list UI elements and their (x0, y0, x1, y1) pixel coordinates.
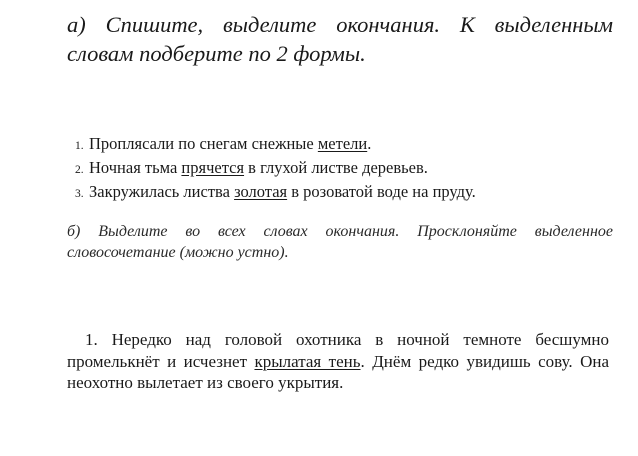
underlined-word: прячется (181, 158, 245, 177)
task-b-heading: б) Выделите во всех словах окончания. Просклоняйте выделенное словосочетание (можно устно). (67, 223, 613, 261)
task-a-heading: а) Спишите, выделите окончания. К выделенным словам подберите по 2 формы. (67, 12, 613, 66)
list-item (75, 133, 615, 157)
underlined-word: метели (317, 134, 368, 153)
sentence-text: Ночная тьма (89, 158, 182, 177)
item-number: 2. (75, 164, 84, 176)
sentence-text: Закружилась листва (89, 182, 235, 201)
item-number: 1. (75, 140, 84, 152)
paragraph-b (67, 329, 609, 394)
list-item (75, 157, 615, 181)
sentence-list-a (75, 133, 615, 205)
sentence-text: в глухой листве деревьев. (244, 158, 428, 177)
paragraph-text: Нередко над головой охотника в ночной темноте бесшумно промелькнёт и исчезнет (67, 330, 609, 371)
paragraph-number: 1. (85, 330, 98, 349)
sentence-text: Проплясали по снегам снежные (89, 134, 318, 153)
sentence-text: в розоватой воде на пруду. (287, 182, 476, 201)
list-item (75, 181, 615, 205)
underlined-phrase: крылатая тень (254, 351, 361, 371)
item-number: 3. (75, 188, 84, 200)
paragraph-text: . Днём редко увидишь сову. Она неохотно вылетает из своего укрытия. (67, 351, 609, 392)
sentence-text: . (367, 134, 372, 153)
underlined-word: золотая (234, 182, 288, 201)
